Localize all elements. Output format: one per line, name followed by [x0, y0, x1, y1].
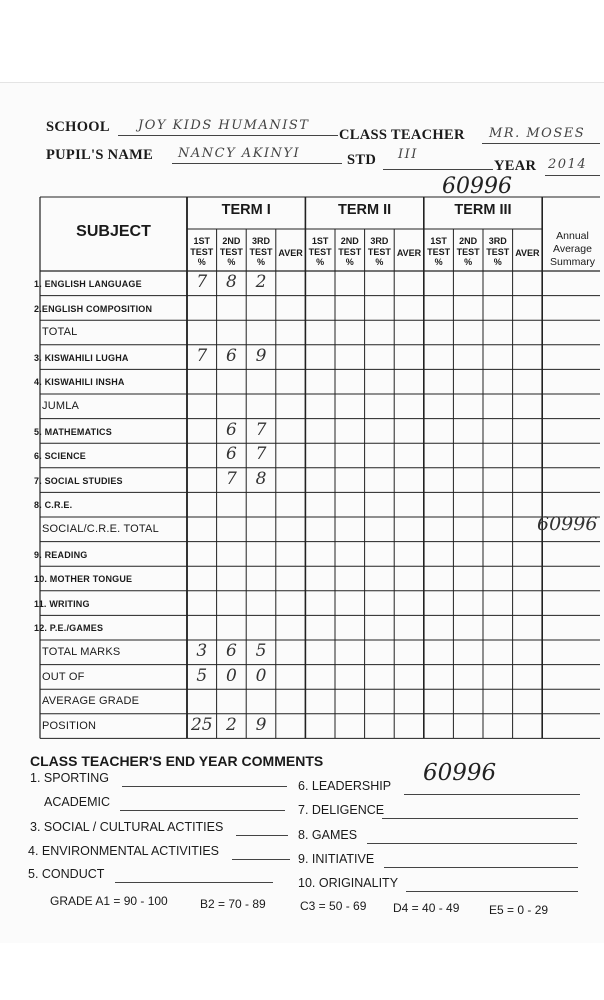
comment-right-item-underline — [404, 794, 580, 795]
test-column-header — [305, 236, 335, 268]
test-column-header — [276, 248, 306, 259]
subject-row-label: TOTAL MARKS — [42, 646, 121, 658]
comment-right-item-underline — [382, 818, 578, 819]
comment-left-item: ACADEMIC — [44, 795, 110, 809]
comment-right-item-underline — [367, 843, 577, 844]
test-column-header-line: % — [316, 257, 325, 267]
handwritten-mark: 7 — [225, 468, 237, 489]
handwritten-mark: 3 — [196, 641, 208, 661]
subject-row-label: 9. READING — [34, 549, 88, 560]
subject-row-label: 2.ENGLISH COMPOSITION — [34, 303, 153, 314]
test-column-header-line: 2ND — [459, 236, 478, 246]
subject-row-label: 1. ENGLISH LANGUAGE — [34, 279, 142, 289]
year-label: YEAR — [494, 158, 537, 174]
std-label: STD — [347, 152, 377, 168]
comment-left-item: 5. CONDUCT — [28, 867, 105, 881]
comment-left-item: 4. ENVIRONMENTAL ACTIVITIES — [28, 844, 220, 858]
test-column-header — [453, 236, 483, 268]
grade-e5: E5 = 0 - 29 — [489, 903, 549, 917]
subject-row-label: JUMLA — [42, 400, 80, 412]
year-value: 2014 — [548, 157, 588, 172]
test-column-header — [187, 236, 217, 268]
handwritten-mark: 7 — [196, 272, 208, 292]
header-stamp-number: 60996 — [442, 174, 512, 199]
grade-a1: GRADE A1 = 90 - 100 — [50, 894, 168, 908]
comments-title: CLASS TEACHER'S END YEAR COMMENTS — [30, 753, 324, 769]
handwritten-mark: 6 — [225, 345, 237, 366]
handwritten-mark: 0 — [255, 665, 267, 686]
annual-header-line: Average — [553, 243, 592, 255]
comment-right-item: 10. ORIGINALITY — [298, 876, 399, 890]
subject-header: SUBJECT — [76, 223, 151, 240]
class-teacher-label: CLASS TEACHER — [339, 127, 465, 143]
test-column-header-line: AVER — [515, 248, 540, 258]
handwritten-mark: 0 — [225, 665, 237, 686]
subject-row-label: 10. MOTHER TONGUE — [34, 574, 133, 585]
term-title: TERM II — [338, 202, 392, 218]
test-column-header-line: 2ND — [222, 236, 241, 246]
handwritten-mark: 8 — [225, 272, 237, 292]
term-title: TERM I — [221, 202, 271, 218]
handwritten-mark: 7 — [255, 419, 267, 440]
comment-right-item: 6. LEADERSHIP — [298, 779, 392, 793]
test-column-header-line: % — [464, 257, 473, 267]
handwritten-mark: 6 — [225, 444, 237, 465]
comment-left-item-underline — [120, 810, 285, 811]
test-column-header-line: % — [434, 257, 443, 267]
subject-row-label: 7. SOCIAL STUDIES — [34, 475, 123, 486]
comment-right-item-underline — [384, 867, 578, 868]
test-column-header-line: TEST — [486, 246, 510, 257]
class-teacher-value: MR. MOSES — [489, 126, 586, 141]
subject-row-label: 11. WRITING — [34, 598, 90, 609]
school-label: SCHOOL — [46, 119, 110, 135]
handwritten-mark: 9 — [255, 714, 267, 735]
subject-row-label: 4. KISWAHILI INSHA — [34, 377, 125, 388]
test-column-header-line: TEST — [219, 246, 243, 257]
handwritten-mark: 6 — [225, 419, 237, 440]
handwritten-mark: 7 — [255, 444, 267, 465]
test-column-header — [365, 236, 395, 268]
comment-left-item-underline — [236, 835, 288, 836]
grade-c3: C3 = 50 - 69 — [300, 899, 367, 913]
test-column-header-line: % — [256, 257, 265, 267]
test-column-header-line: % — [227, 257, 236, 267]
comment-right-item-underline — [406, 891, 578, 892]
subject-row-label: 8. C.R.E. — [34, 500, 73, 511]
handwritten-mark: 8 — [255, 468, 267, 489]
comment-right-item: 8. GAMES — [298, 828, 358, 842]
subject-row-label: SOCIAL/C.R.E. TOTAL — [42, 523, 159, 535]
handwritten-mark: 5 — [196, 665, 208, 686]
test-column-header — [483, 236, 513, 268]
test-column-header-line: 1ST — [311, 236, 329, 246]
pupil-name-value: NANCY AKINYI — [178, 146, 301, 161]
subject-row-label: 5. MATHEMATICS — [34, 426, 112, 437]
handwritten-mark: 25 — [190, 714, 213, 735]
subject-row-label: AVERAGE GRADE — [42, 695, 140, 708]
handwritten-mark: 6 — [225, 641, 237, 661]
test-column-header-line: 3RD — [370, 236, 389, 246]
subject-row-label: OUT OF — [42, 670, 85, 683]
test-column-header-line: TEST — [338, 246, 362, 257]
test-column-header-line: % — [493, 257, 502, 267]
test-column-header-line: 2ND — [340, 236, 359, 246]
test-column-header-line: TEST — [249, 246, 273, 257]
subject-row-label: TOTAL — [42, 326, 78, 339]
handwritten-mark: 5 — [255, 641, 267, 661]
comment-left-item: 1. SPORTING — [30, 771, 109, 785]
annual-average-header — [545, 230, 600, 269]
test-column-header — [424, 236, 454, 268]
grade-d4: D4 = 40 - 49 — [393, 901, 460, 915]
test-column-header-line: TEST — [367, 246, 391, 257]
handwritten-mark: 9 — [255, 345, 267, 366]
test-column-header-line: 3RD — [251, 236, 270, 246]
test-column-header-line: 1ST — [193, 236, 211, 246]
subject-row-label: 6. SCIENCE — [34, 451, 87, 462]
test-column-header-line: AVER — [396, 248, 422, 258]
test-column-header — [217, 236, 247, 268]
test-column-header — [394, 248, 424, 259]
comment-left-item-underline — [122, 786, 287, 787]
test-column-header-line: % — [345, 257, 354, 267]
pupil-name-label: PUPIL'S NAME — [46, 147, 154, 163]
test-column-header-line: TEST — [190, 246, 214, 257]
comments-stamp-number: 60996 — [423, 760, 497, 786]
handwritten-mark: 7 — [196, 345, 208, 366]
grade-b2: B2 = 70 - 89 — [200, 897, 266, 911]
comment-left-item-underline — [232, 859, 290, 860]
std-value: III — [398, 147, 418, 162]
test-column-header — [513, 248, 543, 259]
handwritten-mark: 2 — [255, 272, 267, 292]
subject-row-label: 3. KISWAHILI LUGHA — [34, 352, 129, 363]
annual-summary-stamp: 60996 — [537, 513, 598, 535]
test-column-header-line: 3RD — [488, 236, 507, 246]
comment-left-item: 3. SOCIAL / CULTURAL ACTITIES — [30, 820, 224, 834]
annual-header-line: Annual — [556, 230, 589, 242]
comment-right-item: 9. INITIATIVE — [298, 852, 375, 866]
school-value: JOY KIDS HUMANIST — [138, 118, 310, 133]
annual-header-line: Summary — [550, 256, 595, 268]
subject-row-label: POSITION — [42, 719, 97, 732]
subject-row-label: 12. P.E./GAMES — [34, 623, 104, 634]
handwritten-mark: 2 — [225, 714, 237, 735]
test-column-header-line: TEST — [308, 246, 332, 257]
test-column-header — [335, 236, 365, 268]
test-column-header-line: AVER — [278, 248, 303, 258]
test-column-header-line: TEST — [427, 246, 451, 257]
test-column-header — [246, 236, 276, 268]
term-title: TERM III — [454, 202, 512, 218]
test-column-header-line: % — [375, 257, 384, 267]
comment-right-item: 7. DELIGENCE — [298, 803, 385, 817]
test-column-header-line: % — [197, 257, 206, 267]
test-column-header-line: 1ST — [430, 236, 447, 246]
comment-left-item-underline — [115, 882, 273, 883]
test-column-header-line: TEST — [456, 246, 480, 257]
